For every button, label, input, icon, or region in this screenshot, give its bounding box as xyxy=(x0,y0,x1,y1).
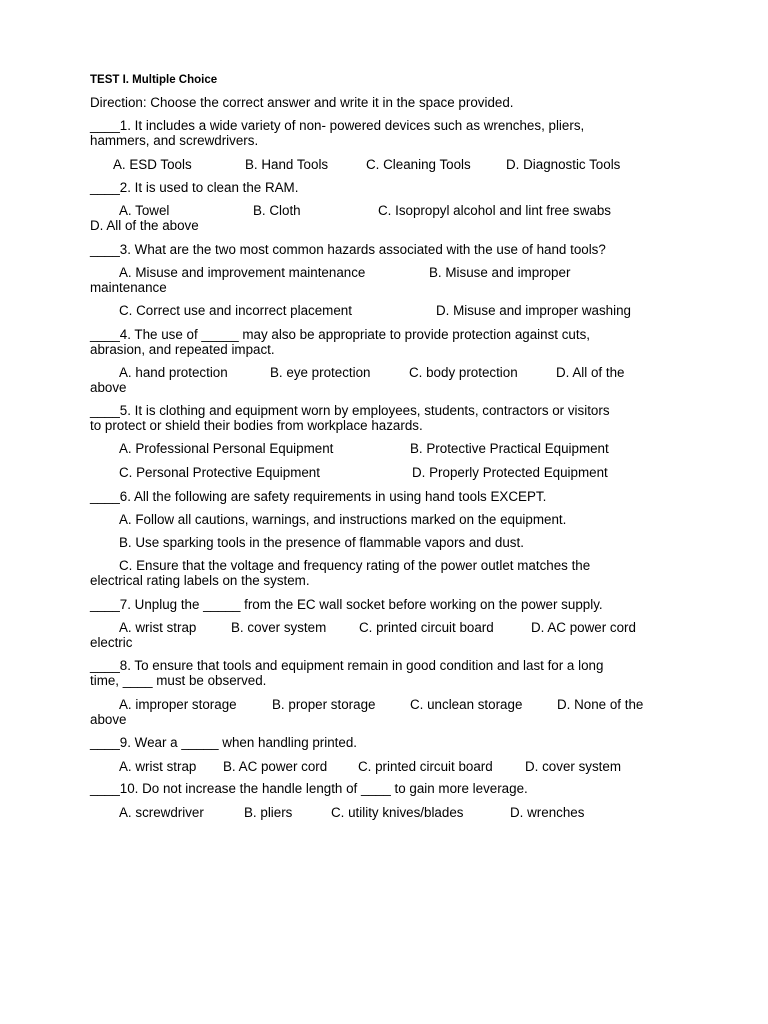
question-10-option-a: A. screwdriver xyxy=(119,805,204,820)
question-8-option-b: B. proper storage xyxy=(272,697,376,712)
question-9-option-d: D. cover system xyxy=(525,759,621,774)
question-3-line-1: ____3. What are the two most common hazards associated with the use of hand tools? xyxy=(90,242,606,257)
question-1-line-2: hammers, and screwdrivers. xyxy=(90,133,259,148)
question-10-option-d: D. wrenches xyxy=(510,805,585,820)
question-7-option-a: A. wrist strap xyxy=(119,620,197,635)
question-6-option-c: C. Ensure that the voltage and frequency rating of the power outlet matches the xyxy=(119,558,591,573)
question-10-option-b: B. pliers xyxy=(244,805,293,820)
question-2-line-1: ____2. It is used to clean the RAM. xyxy=(90,180,299,195)
question-4-option-a: A. hand protection xyxy=(119,365,228,380)
question-7-option-d: D. AC power cord xyxy=(531,620,636,635)
question-3-option-d: D. Misuse and improper washing xyxy=(436,303,631,318)
question-9-option-a: A. wrist strap xyxy=(119,759,197,774)
question-5-option-b: B. Protective Practical Equipment xyxy=(410,441,609,456)
question-5-line-2: to protect or shield their bodies from workplace hazards. xyxy=(90,418,423,433)
question-1-option-b: B. Hand Tools xyxy=(245,157,329,172)
question-6-line-1: ____6. All the following are safety requirements in using hand tools EXCEPT. xyxy=(90,489,547,504)
question-7-line-1: ____7. Unplug the _____ from the EC wall socket before working on the power supply. xyxy=(90,597,603,612)
question-6-option-a: A. Follow all cautions, warnings, and instructions marked on the equipment. xyxy=(119,512,567,527)
question-10-option-c: C. utility knives/blades xyxy=(331,805,464,820)
question-8-option-d-cont: above xyxy=(90,712,127,727)
question-9-option-c: C. printed circuit board xyxy=(358,759,493,774)
question-5-option-c: C. Personal Protective Equipment xyxy=(119,465,320,480)
question-5-line-1: ____5. It is clothing and equipment worn by employees, students, contractors or visitors xyxy=(90,403,610,418)
question-8-option-a: A. improper storage xyxy=(119,697,237,712)
question-2-option-c: C. Isopropyl alcohol and lint free swabs xyxy=(378,203,611,218)
question-10-line-1: ____10. Do not increase the handle length of ____ to gain more leverage. xyxy=(90,781,528,796)
question-4-option-c: C. body protection xyxy=(409,365,518,380)
question-6-option-c-cont: electrical rating labels on the system. xyxy=(90,573,310,588)
test-title: TEST I. Multiple Choice xyxy=(90,74,218,86)
question-3-option-b: B. Misuse and improper xyxy=(429,265,571,280)
question-4-line-2: abrasion, and repeated impact. xyxy=(90,342,275,357)
question-6-option-b: B. Use sparking tools in the presence of flammable vapors and dust. xyxy=(119,535,524,550)
question-8-option-c: C. unclean storage xyxy=(410,697,523,712)
question-7-option-c: C. printed circuit board xyxy=(359,620,494,635)
question-1-option-c: C. Cleaning Tools xyxy=(366,157,471,172)
question-4-option-b: B. eye protection xyxy=(270,365,371,380)
question-8-option-d: D. None of the xyxy=(557,697,644,712)
question-5-option-d: D. Properly Protected Equipment xyxy=(412,465,608,480)
question-8-line-1: ____8. To ensure that tools and equipment remain in good condition and last for a long xyxy=(90,658,604,673)
question-3-option-a: A. Misuse and improvement maintenance xyxy=(119,265,366,280)
question-5-option-a: A. Professional Personal Equipment xyxy=(119,441,334,456)
question-9-line-1: ____9. Wear a _____ when handling printed. xyxy=(90,735,358,750)
question-1-option-a: A. ESD Tools xyxy=(113,157,192,172)
question-2-option-b: B. Cloth xyxy=(253,203,301,218)
question-9-option-b: B. AC power cord xyxy=(223,759,328,774)
question-1-line-1: ____1. It includes a wide variety of non- powered devices such as wrenches, pliers, xyxy=(90,118,585,133)
question-4-option-d: D. All of the xyxy=(556,365,625,380)
question-8-line-2: time, ____ must be observed. xyxy=(90,673,267,688)
question-3-option-c: C. Correct use and incorrect placement xyxy=(119,303,352,318)
question-7-option-b: B. cover system xyxy=(231,620,327,635)
question-7-option-d-cont: electric xyxy=(90,635,133,650)
question-1-option-d: D. Diagnostic Tools xyxy=(506,157,621,172)
question-2-option-a: A. Towel xyxy=(119,203,170,218)
question-4-line-1: ____4. The use of _____ may also be appropriate to provide protection against cuts, xyxy=(90,327,590,342)
question-3-option-b-cont: maintenance xyxy=(90,280,167,295)
direction-text: Direction: Choose the correct answer and write it in the space provided. xyxy=(90,95,514,110)
question-4-option-d-cont: above xyxy=(90,380,127,395)
question-2-option-d: D. All of the above xyxy=(90,218,199,233)
